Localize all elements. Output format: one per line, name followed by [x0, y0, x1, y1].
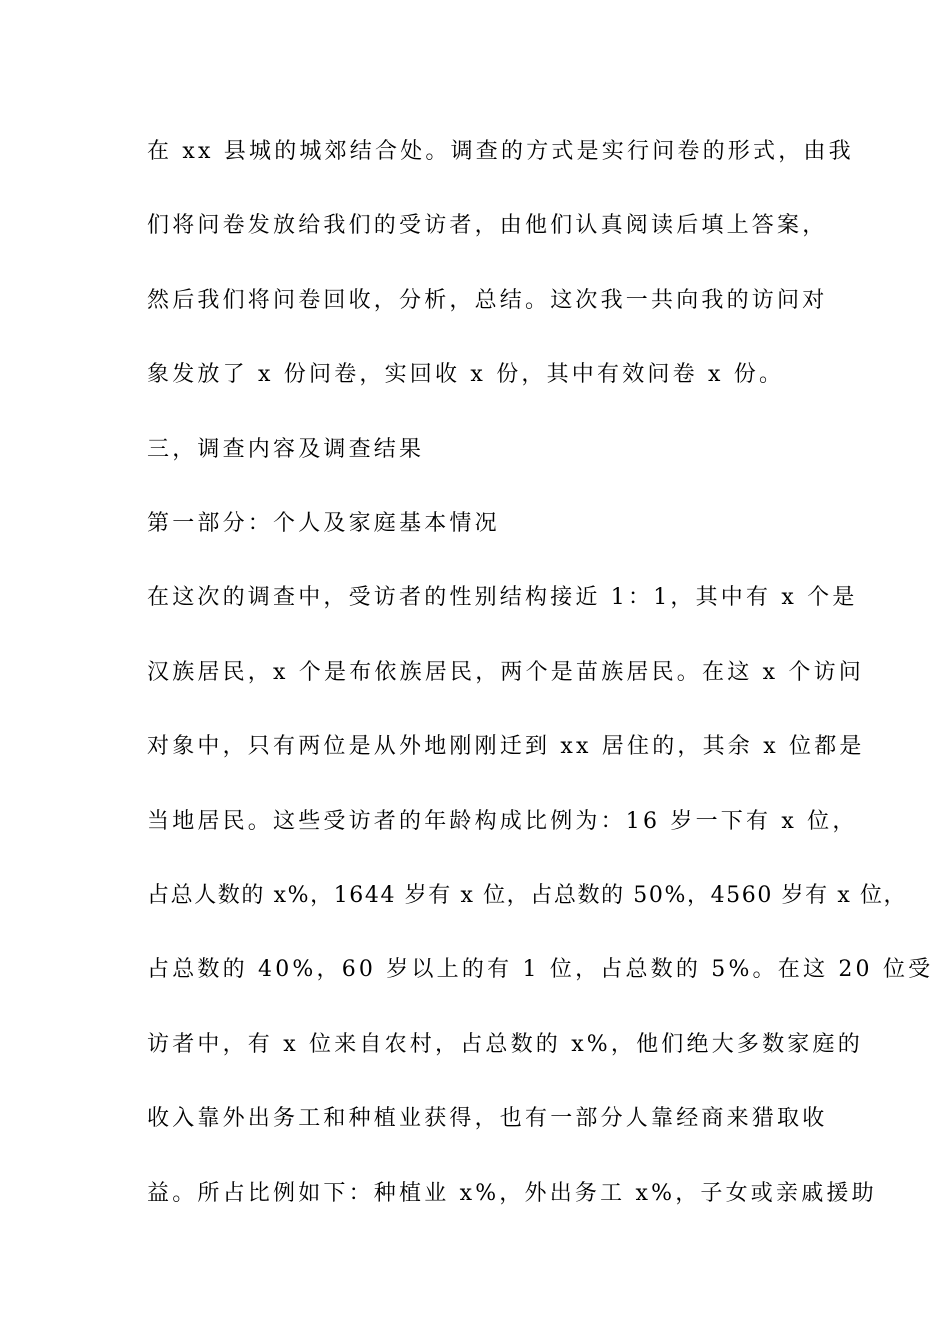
subsection-heading: 第一部分：个人及家庭基本情况 — [147, 511, 500, 536]
text-line: 益。所占比例如下：种植业 x%，外出务工 x%，子女或亲戚援助 — [147, 1181, 877, 1206]
text-line: 然后我们将问卷回收，分析，总结。这次我一共向我的访问对 — [147, 288, 828, 313]
text-line: 对象中，只有两位是从外地刚刚迁到 xx 居住的，其余 x 位都是 — [147, 734, 865, 759]
text-line: 当地居民。这些受访者的年龄构成比例为：16 岁一下有 x 位， — [147, 809, 858, 834]
section-heading: 三，调查内容及调查结果 — [147, 437, 425, 462]
text-line: 占总数的 40%，60 岁以上的有 1 位，占总数的 5%。在这 20 位受 — [147, 957, 934, 982]
text-line: 收入靠外出务工和种植业获得，也有一部分人靠经商来猎取收 — [147, 1106, 828, 1131]
text-line: 访者中，有 x 位来自农村，占总数的 x%，他们绝大多数家庭的 — [147, 1032, 863, 1057]
text-line: 汉族居民，x 个是布依族居民，两个是苗族居民。在这 x 个访问 — [147, 660, 864, 685]
text-line: 象发放了 x 份问卷，实回收 x 份，其中有效问卷 x 份。 — [147, 362, 785, 387]
text-line: 在 xx 县城的城郊结合处。调查的方式是实行问卷的形式，由我 — [147, 139, 854, 164]
text-line: 占总人数的 x%，1644 岁有 x 位，占总数的 50%，4560 岁有 x 位， — [147, 883, 908, 908]
text-line: 们将问卷发放给我们的受访者，由他们认真阅读后填上答案， — [147, 213, 828, 238]
text-line: 在这次的调查中，受访者的性别结构接近 1：1，其中有 x 个是 — [147, 585, 858, 610]
